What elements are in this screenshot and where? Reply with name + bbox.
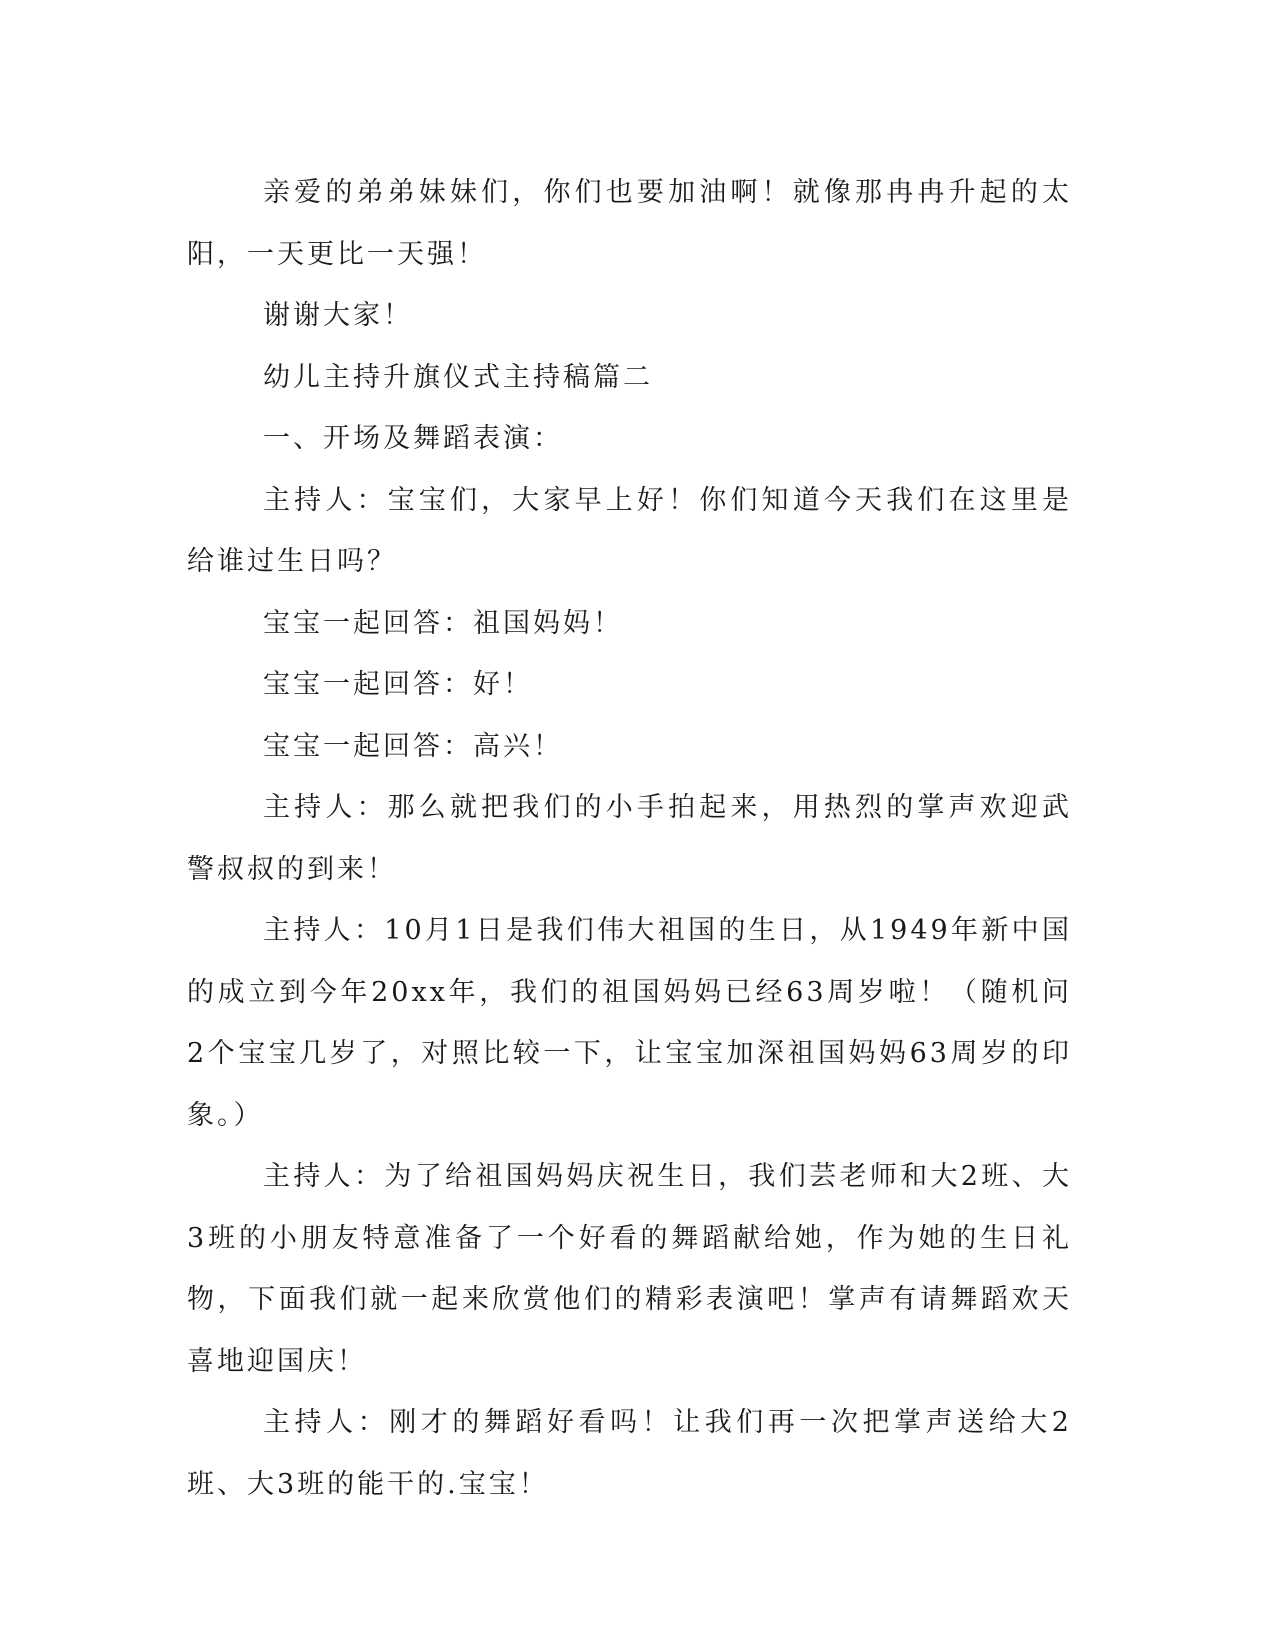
subsection-heading: 一、开场及舞蹈表演： xyxy=(263,423,563,454)
paragraph: 宝宝一起回答：高兴！ xyxy=(263,730,563,762)
paragraph: 亲爱的弟弟妹妹们，你们也要加油啊！就像那冉冉升起的太阳，一天更比一天强！ xyxy=(187,177,1072,270)
paragraph: 主持人：10月1日是我们伟大祖国的生日，从1949年新中国的成立到今年20xx年，我们的祖国妈妈已经63周岁啦！（随机问2个宝宝几岁了，对照比较一下，让宝宝加深祖国妈妈63周岁的印象。） xyxy=(187,915,1072,1131)
paragraph: 主持人：刚才的舞蹈好看吗！让我们再一次把掌声送给大2班、大3班的能干的.宝宝！ xyxy=(187,1407,1072,1500)
paragraph: 宝宝一起回答：好！ xyxy=(263,669,533,700)
paragraph: 主持人：为了给祖国妈妈庆祝生日，我们芸老师和大2班、大3班的小朋友特意准备了一个好看的舞蹈献给她，作为她的生日礼物，下面我们就一起来欣赏他们的精彩表演吧！掌声有请舞蹈欢天喜地迎国庆！ xyxy=(187,1161,1072,1377)
section-heading: 幼儿主持升旗仪式主持稿篇二 xyxy=(263,361,653,393)
paragraph: 主持人：宝宝们，大家早上好！你们知道今天我们在这里是给谁过生日吗？ xyxy=(187,484,1072,577)
paragraph: 谢谢大家！ xyxy=(263,300,413,331)
document-body xyxy=(187,162,1072,1515)
paragraph: 宝宝一起回答：祖国妈妈！ xyxy=(263,607,623,639)
paragraph: 主持人：那么就把我们的小手拍起来，用热烈的掌声欢迎武警叔叔的到来！ xyxy=(187,792,1072,885)
